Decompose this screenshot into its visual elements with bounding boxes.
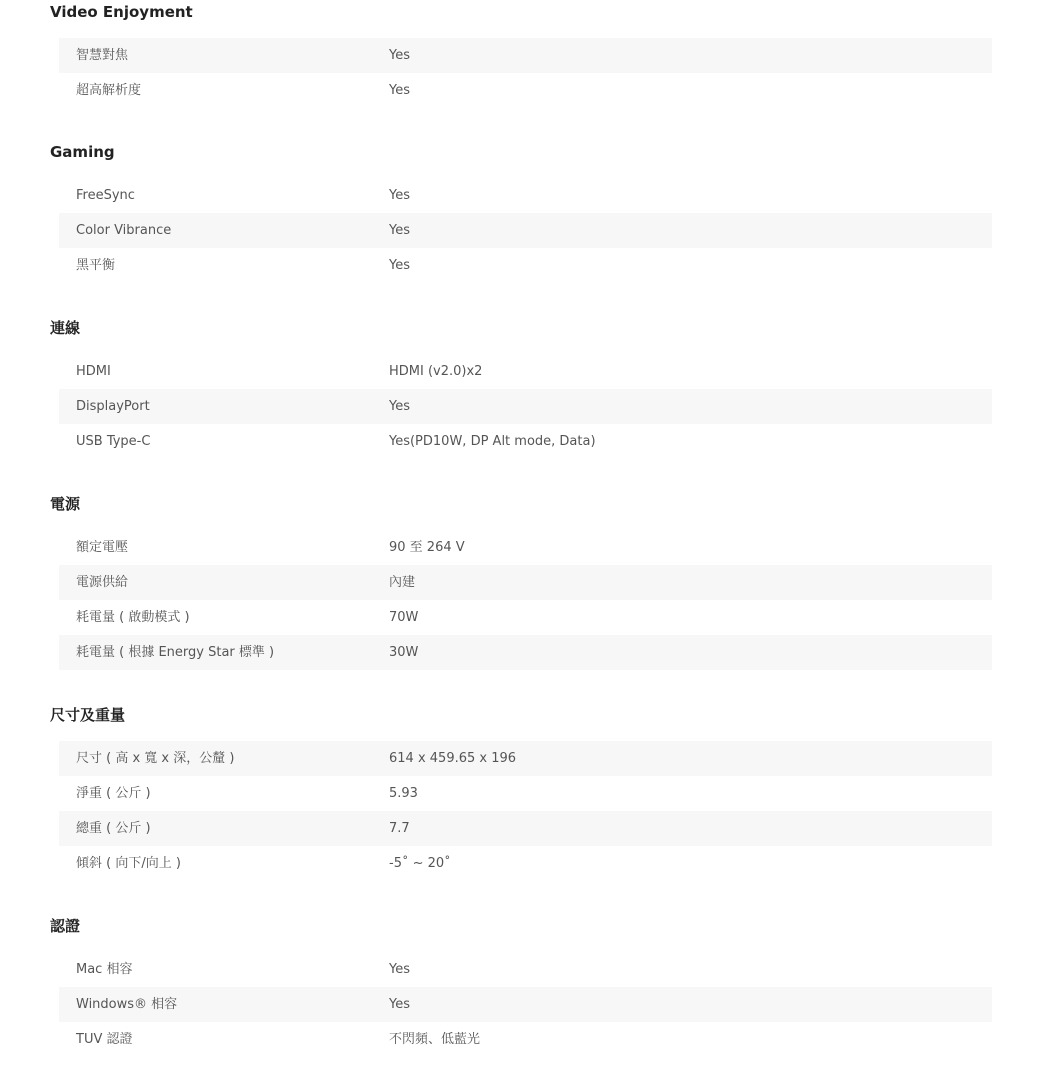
spec-label: 超高解析度: [76, 83, 142, 98]
section-title: 認證: [50, 917, 81, 935]
spec-label: 耗電量 ( 根據 Energy Star 標準 ): [76, 645, 275, 660]
spec-row: [59, 600, 992, 635]
spec-value: Yes: [389, 997, 410, 1012]
spec-value: 5.93: [389, 786, 418, 801]
spec-table: [59, 530, 992, 670]
spec-value: Yes: [389, 48, 410, 63]
spec-label: 額定電壓: [76, 540, 129, 555]
section-title: Video Enjoyment: [50, 3, 193, 21]
spec-row: [59, 776, 992, 811]
section-title: 連線: [50, 319, 81, 337]
spec-row: [59, 530, 992, 565]
spec-value: Yes: [389, 188, 410, 203]
spec-row: [59, 424, 992, 459]
spec-label: 智慧對焦: [76, 48, 129, 63]
spec-value: Yes: [389, 83, 410, 98]
spec-value: Yes: [389, 962, 410, 977]
spec-value: Yes: [389, 258, 410, 273]
spec-label: 傾斜 ( 向下/向上 ): [76, 856, 181, 871]
spec-row: [59, 987, 992, 1022]
spec-row: [59, 354, 992, 389]
spec-value: Yes: [389, 223, 410, 238]
spec-table: [59, 952, 992, 1057]
spec-value: 內建: [389, 575, 416, 590]
spec-row: [59, 73, 992, 108]
spec-row: [59, 846, 992, 881]
spec-table: [59, 38, 992, 108]
spec-label: TUV 認證: [76, 1032, 133, 1047]
spec-value: -5˚ ~ 20˚: [389, 856, 451, 871]
spec-label: 耗電量 ( 啟動模式 ): [76, 610, 190, 625]
spec-row: [59, 741, 992, 776]
spec-label: 尺寸 ( 高 x 寬 x 深，公釐 ): [76, 751, 235, 766]
section-title: 尺寸及重量: [50, 706, 126, 724]
spec-table: [59, 178, 992, 283]
spec-row: [59, 1022, 992, 1057]
section-title: Gaming: [50, 143, 115, 161]
spec-row: [59, 565, 992, 600]
spec-row: [59, 248, 992, 283]
spec-table: [59, 354, 992, 459]
spec-label: Windows® 相容: [76, 997, 178, 1012]
spec-row: [59, 178, 992, 213]
spec-label: USB Type-C: [76, 434, 151, 449]
spec-value: Yes(PD10W, DP Alt mode, Data): [389, 434, 596, 449]
spec-label: 電源供給: [76, 575, 129, 590]
spec-value: Yes: [389, 399, 410, 414]
spec-row: [59, 635, 992, 670]
spec-row: [59, 811, 992, 846]
spec-row: [59, 213, 992, 248]
spec-label: Mac 相容: [76, 962, 133, 977]
spec-label: 黑平衡: [76, 258, 116, 273]
spec-value: 70W: [389, 610, 419, 625]
spec-value: HDMI (v2.0)x2: [389, 364, 483, 379]
spec-label: 淨重 ( 公斤 ): [76, 786, 151, 801]
spec-value: 90 至 264 V: [389, 540, 465, 555]
spec-value: 614 x 459.65 x 196: [389, 751, 517, 766]
spec-label: 總重 ( 公斤 ): [76, 821, 151, 836]
spec-label: HDMI: [76, 364, 111, 379]
spec-value: 30W: [389, 645, 419, 660]
section-title: 電源: [50, 495, 81, 513]
spec-table: [59, 741, 992, 881]
spec-row: [59, 389, 992, 424]
spec-row: [59, 952, 992, 987]
spec-label: FreeSync: [76, 188, 135, 203]
spec-row: [59, 38, 992, 73]
spec-value: 不閃頻、低藍光: [389, 1032, 481, 1047]
spec-label: DisplayPort: [76, 399, 150, 414]
spec-value: 7.7: [389, 821, 410, 836]
spec-label: Color Vibrance: [76, 223, 172, 238]
